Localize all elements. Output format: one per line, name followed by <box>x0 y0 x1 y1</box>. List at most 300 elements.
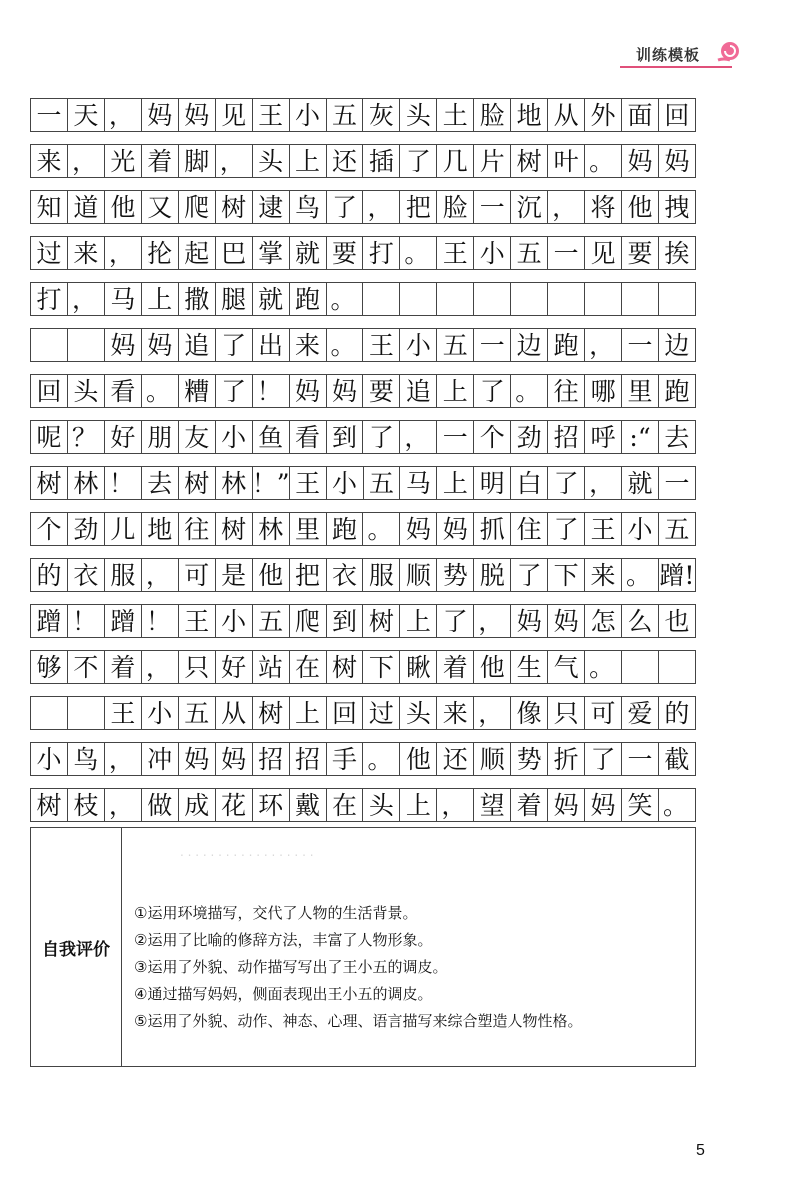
grid-cell: 明 <box>474 467 511 499</box>
self-evaluation-label: 自我评价 <box>31 828 122 1066</box>
grid-cell: 往 <box>548 375 585 407</box>
grid-cell: 蹭 <box>105 605 142 637</box>
self-evaluation-box <box>30 827 696 1067</box>
grid-cell: 几 <box>437 145 474 177</box>
grid-cell: 爬 <box>290 605 327 637</box>
grid-cell: 一 <box>474 329 511 361</box>
grid-cell <box>31 329 68 361</box>
grid-cell: 望 <box>474 789 511 821</box>
grid-cell: 过 <box>31 237 68 269</box>
grid-cell: 来 <box>68 237 105 269</box>
grid-cell: 出 <box>253 329 290 361</box>
grid-cell: 上 <box>290 697 327 729</box>
grid-cell: 招 <box>548 421 585 453</box>
grid-cell <box>659 651 696 683</box>
grid-cell: :“ <box>622 421 659 453</box>
grid-row <box>30 374 696 408</box>
grid-cell: 站 <box>253 651 290 683</box>
grid-cell: 要 <box>327 237 364 269</box>
grid-cell <box>474 283 511 315</box>
grid-cell: 头 <box>400 99 437 131</box>
grid-cell: 蹭! <box>659 560 695 590</box>
grid-cell: 树 <box>216 191 253 223</box>
grid-cell: 一 <box>622 329 659 361</box>
grid-cell: 了 <box>216 329 253 361</box>
grid-cell: 成 <box>179 789 216 821</box>
grid-cell: 林 <box>216 467 253 499</box>
grid-cell: 脚 <box>179 145 216 177</box>
grid-cell: 五 <box>511 237 548 269</box>
grid-cell: 妈 <box>511 605 548 637</box>
grid-cell: 腿 <box>216 283 253 315</box>
grid-cell: 妈 <box>437 513 474 545</box>
grid-cell: 。 <box>585 145 622 177</box>
grid-cell: 了 <box>363 421 400 453</box>
grid-cell: 看 <box>105 375 142 407</box>
grid-cell: 还 <box>437 743 474 775</box>
grid-cell: 妈 <box>290 375 327 407</box>
grid-cell: 王 <box>253 99 290 131</box>
grid-cell: 来 <box>290 329 327 361</box>
grid-cell: 冲 <box>142 743 179 775</box>
grid-cell: 又 <box>142 191 179 223</box>
grid-cell: 蹭 <box>31 605 68 637</box>
grid-cell: 小 <box>216 421 253 453</box>
grid-cell: 妈 <box>400 513 437 545</box>
grid-cell: 衣 <box>327 559 364 591</box>
grid-cell: 。 <box>622 559 659 591</box>
grid-cell: ！ <box>68 605 105 637</box>
grid-row <box>30 696 696 730</box>
grid-cell: 树 <box>31 789 68 821</box>
grid-cell: 哪 <box>585 375 622 407</box>
grid-cell: 。 <box>363 513 400 545</box>
grid-cell: 追 <box>179 329 216 361</box>
grid-cell: ？ <box>68 421 105 453</box>
grid-cell: ， <box>585 467 622 499</box>
grid-cell: ， <box>142 651 179 683</box>
grid-cell: 起 <box>179 237 216 269</box>
grid-cell: 从 <box>548 99 585 131</box>
grid-cell: 呢 <box>31 421 68 453</box>
grid-cell: 见 <box>585 237 622 269</box>
grid-cell: 他 <box>105 191 142 223</box>
grid-cell: 面 <box>622 99 659 131</box>
grid-cell: 树 <box>253 697 290 729</box>
grid-cell: 了 <box>585 743 622 775</box>
grid-cell: 头 <box>400 697 437 729</box>
grid-cell: 五 <box>659 513 696 545</box>
grid-cell: 挨 <box>659 237 696 269</box>
grid-cell: 呼 <box>585 421 622 453</box>
grid-cell: 生 <box>511 651 548 683</box>
evaluation-item: ⑤运用了外貌、动作、神态、心理、语言描写来综合塑造人物性格。 <box>134 1012 583 1030</box>
grid-cell: 树 <box>31 467 68 499</box>
grid-cell: 可 <box>179 559 216 591</box>
grid-cell: 花 <box>216 789 253 821</box>
grid-cell: 里 <box>622 375 659 407</box>
grid-cell: 树 <box>363 605 400 637</box>
grid-cell: 就 <box>622 467 659 499</box>
grid-row <box>30 144 696 178</box>
grid-cell: 了 <box>511 559 548 591</box>
grid-cell: 了 <box>474 375 511 407</box>
grid-cell: 跑 <box>327 513 364 545</box>
grid-cell: 。 <box>659 789 696 821</box>
section-title: 训练模板 <box>636 46 701 64</box>
grid-cell: 他 <box>474 651 511 683</box>
grid-cell: 妈 <box>105 329 142 361</box>
grid-cell: 插 <box>363 145 400 177</box>
grid-row <box>30 328 696 362</box>
grid-cell: 。 <box>511 375 548 407</box>
grid-cell: 瞅 <box>400 651 437 683</box>
grid-cell: 光 <box>105 145 142 177</box>
grid-cell: 鱼 <box>253 421 290 453</box>
grid-cell: 地 <box>142 513 179 545</box>
grid-cell: 。 <box>585 651 622 683</box>
grid-row <box>30 236 696 270</box>
grid-row <box>30 604 696 638</box>
grid-cell: 妈 <box>585 789 622 821</box>
grid-cell: 住 <box>511 513 548 545</box>
grid-cell: 小 <box>290 99 327 131</box>
grid-cell: 王 <box>363 329 400 361</box>
grid-cell: 怎 <box>585 605 622 637</box>
grid-cell: 头 <box>363 789 400 821</box>
grid-cell: 还 <box>327 145 364 177</box>
grid-cell: 跑 <box>659 375 696 407</box>
grid-cell: 去 <box>142 467 179 499</box>
grid-cell: 下 <box>548 559 585 591</box>
grid-cell: 环 <box>253 789 290 821</box>
grid-cell: 在 <box>290 651 327 683</box>
grid-cell: 。 <box>400 237 437 269</box>
grid-cell: 边 <box>511 329 548 361</box>
grid-cell <box>585 283 622 315</box>
grid-row <box>30 512 696 546</box>
grid-cell: 气 <box>548 651 585 683</box>
grid-cell: 鸟 <box>290 191 327 223</box>
grid-row <box>30 466 696 500</box>
grid-cell: ， <box>105 743 142 775</box>
grid-cell: ， <box>105 99 142 131</box>
grid-cell: 小 <box>216 605 253 637</box>
section-header <box>620 30 770 70</box>
grid-cell: 。 <box>363 743 400 775</box>
grid-cell: 到 <box>327 605 364 637</box>
grid-cell: 是 <box>216 559 253 591</box>
grid-cell <box>363 283 400 315</box>
evaluation-item: ②运用了比喻的修辞方法，丰富了人物形象。 <box>134 931 433 949</box>
grid-cell: 。 <box>327 283 364 315</box>
grid-cell: 从 <box>216 697 253 729</box>
grid-cell: 服 <box>105 559 142 591</box>
grid-cell: 脱 <box>474 559 511 591</box>
grid-cell: 一 <box>622 743 659 775</box>
grid-cell <box>548 283 585 315</box>
grid-cell: 撒 <box>179 283 216 315</box>
grid-cell: 只 <box>548 697 585 729</box>
grid-cell: 好 <box>216 651 253 683</box>
grid-cell: 到 <box>327 421 364 453</box>
grid-cell: 妈 <box>659 145 696 177</box>
grid-cell: 么 <box>622 605 659 637</box>
grid-cell: 马 <box>400 467 437 499</box>
grid-cell: ， <box>68 283 105 315</box>
grid-cell: 五 <box>364 467 401 499</box>
grid-cell: 来 <box>31 145 68 177</box>
grid-cell: 回 <box>31 375 68 407</box>
grid-cell: ！ <box>253 375 290 407</box>
grid-cell: 顺 <box>400 559 437 591</box>
grid-cell: 知 <box>31 191 68 223</box>
grid-cell: 着 <box>105 651 142 683</box>
grid-cell: 的 <box>31 559 68 591</box>
grid-cell: 的 <box>659 697 696 729</box>
grid-cell: 回 <box>659 99 696 131</box>
page-number: 5 <box>696 1142 705 1159</box>
grid-cell: 顺 <box>474 743 511 775</box>
grid-cell: 只 <box>179 651 216 683</box>
grid-cell: ， <box>216 145 253 177</box>
grid-cell: 上 <box>437 375 474 407</box>
grid-cell: 拽 <box>659 191 696 223</box>
grid-cell: 糟 <box>179 375 216 407</box>
grid-cell: 小 <box>622 513 659 545</box>
grid-cell: 上 <box>400 605 437 637</box>
grid-cell: ， <box>474 605 511 637</box>
grid-cell: 头 <box>68 375 105 407</box>
grid-cell: 个 <box>474 421 511 453</box>
grid-cell: 儿 <box>105 513 142 545</box>
grid-cell: 往 <box>179 513 216 545</box>
grid-cell: 脸 <box>474 99 511 131</box>
grid-row <box>30 742 696 776</box>
grid-cell: 将 <box>585 191 622 223</box>
grid-cell: 劲 <box>511 421 548 453</box>
grid-cell: 小 <box>474 237 511 269</box>
grid-cell: 抓 <box>474 513 511 545</box>
grid-cell: 跑 <box>548 329 585 361</box>
grid-cell: 了 <box>437 605 474 637</box>
grid-cell: 一 <box>31 99 68 131</box>
grid-cell: 沉 <box>511 191 548 223</box>
grid-cell: 了 <box>216 375 253 407</box>
grid-cell: 衣 <box>68 559 105 591</box>
grid-cell: 手 <box>327 743 364 775</box>
grid-cell: 来 <box>585 559 622 591</box>
grid-cell: 。 <box>142 375 179 407</box>
grid-cell: 五 <box>437 329 474 361</box>
grid-cell: 妈 <box>548 789 585 821</box>
grid-cell <box>437 283 474 315</box>
grid-cell: ， <box>548 191 585 223</box>
grid-cell: 招 <box>253 743 290 775</box>
evaluation-item: ③运用了外貌、动作描写写出了王小五的调皮。 <box>134 958 448 976</box>
grid-cell: ！” <box>251 468 290 498</box>
grid-cell: 一 <box>437 421 474 453</box>
grid-cell: 来 <box>437 697 474 729</box>
grid-cell: 抡 <box>142 237 179 269</box>
evaluation-item: ①运用环境描写，交代了人物的生活背景。 <box>134 904 418 922</box>
grid-row <box>30 650 696 684</box>
grid-cell: 一 <box>548 237 585 269</box>
self-evaluation-list <box>122 828 582 1066</box>
grid-cell: ， <box>437 789 474 821</box>
grid-cell <box>622 651 659 683</box>
grid-cell: 够 <box>31 651 68 683</box>
grid-cell: 跑 <box>290 283 327 315</box>
grid-cell: 了 <box>548 513 585 545</box>
grid-cell: 王 <box>290 467 327 499</box>
grid-cell: 做 <box>142 789 179 821</box>
grid-cell: 打 <box>363 237 400 269</box>
grid-cell: 土 <box>437 99 474 131</box>
grid-cell: 上 <box>142 283 179 315</box>
grid-cell: 天 <box>68 99 105 131</box>
grid-cell: 树 <box>216 513 253 545</box>
grid-cell: 不 <box>68 651 105 683</box>
grid-cell: 着 <box>437 651 474 683</box>
grid-cell: 脸 <box>437 191 474 223</box>
grid-cell: 招 <box>290 743 327 775</box>
grid-cell: 树 <box>179 467 216 499</box>
grid-cell <box>400 283 437 315</box>
grid-cell: 了 <box>548 467 585 499</box>
grid-cell: 笑 <box>622 789 659 821</box>
grid-cell <box>622 283 659 315</box>
grid-cell: ， <box>363 191 400 223</box>
grid-cell: 里 <box>290 513 327 545</box>
grid-cell: 下 <box>363 651 400 683</box>
grid-cell: ！ <box>105 467 142 499</box>
grid-cell: 白 <box>511 467 548 499</box>
grid-cell: 了 <box>327 191 364 223</box>
grid-cell: 五 <box>179 697 216 729</box>
grid-cell: 道 <box>68 191 105 223</box>
grid-cell: ， <box>400 421 437 453</box>
grid-cell: 马 <box>105 283 142 315</box>
writing-grid <box>30 98 696 834</box>
grid-cell: 他 <box>622 191 659 223</box>
header-underline <box>620 66 732 68</box>
grid-cell: 劲 <box>68 513 105 545</box>
grid-cell: 把 <box>400 191 437 223</box>
grid-cell: 好 <box>105 421 142 453</box>
grid-cell: 爱 <box>622 697 659 729</box>
grid-row <box>30 282 696 316</box>
grid-cell: 妈 <box>179 743 216 775</box>
grid-cell: 上 <box>400 789 437 821</box>
grid-cell: 了 <box>400 145 437 177</box>
grid-cell: 见 <box>216 99 253 131</box>
grid-cell <box>511 283 548 315</box>
grid-cell: 树 <box>327 651 364 683</box>
grid-cell: 妈 <box>179 99 216 131</box>
grid-cell: 鸟 <box>68 743 105 775</box>
grid-cell: 逮 <box>253 191 290 223</box>
grid-cell: 爬 <box>179 191 216 223</box>
grid-cell: 地 <box>511 99 548 131</box>
evaluation-item: ④通过描写妈妈，侧面表现出王小五的调皮。 <box>134 985 433 1003</box>
grid-cell: 王 <box>437 237 474 269</box>
grid-cell: 小 <box>400 329 437 361</box>
grid-cell: 枝 <box>68 789 105 821</box>
grid-cell: 一 <box>474 191 511 223</box>
grid-cell: 树 <box>511 145 548 177</box>
snail-icon <box>716 38 742 64</box>
grid-cell: 把 <box>290 559 327 591</box>
grid-cell: 王 <box>105 697 142 729</box>
grid-cell: 像 <box>511 697 548 729</box>
grid-cell: 着 <box>142 145 179 177</box>
grid-cell: 妈 <box>327 375 364 407</box>
grid-cell: ， <box>68 145 105 177</box>
grid-row <box>30 190 696 224</box>
grid-cell: 截 <box>659 743 696 775</box>
grid-cell: 个 <box>31 513 68 545</box>
grid-cell: 要 <box>363 375 400 407</box>
grid-cell: 小 <box>142 697 179 729</box>
grid-cell: 边 <box>659 329 696 361</box>
grid-cell: ， <box>105 789 142 821</box>
grid-row <box>30 420 696 454</box>
grid-cell: 戴 <box>290 789 327 821</box>
grid-cell: 王 <box>585 513 622 545</box>
grid-cell <box>68 697 105 729</box>
grid-cell: ， <box>585 329 622 361</box>
grid-cell: 折 <box>548 743 585 775</box>
grid-cell: 掌 <box>253 237 290 269</box>
grid-cell: 势 <box>437 559 474 591</box>
grid-cell: 妈 <box>142 329 179 361</box>
grid-cell: 在 <box>327 789 364 821</box>
grid-cell: 上 <box>290 145 327 177</box>
grid-cell: 小 <box>327 467 364 499</box>
grid-row <box>30 98 696 132</box>
grid-cell: 过 <box>363 697 400 729</box>
grid-cell: 就 <box>253 283 290 315</box>
grid-cell: 五 <box>253 605 290 637</box>
grid-cell: 可 <box>585 697 622 729</box>
grid-cell <box>68 329 105 361</box>
grid-cell: 打 <box>31 283 68 315</box>
grid-cell: 追 <box>400 375 437 407</box>
grid-cell: 片 <box>474 145 511 177</box>
grid-cell: 妈 <box>216 743 253 775</box>
grid-cell: 小 <box>31 743 68 775</box>
show-through-text: . . . . . . . . . . . . . . . . . . <box>180 845 314 859</box>
grid-cell: 王 <box>179 605 216 637</box>
grid-cell: 头 <box>253 145 290 177</box>
grid-cell: ， <box>474 697 511 729</box>
grid-cell: 外 <box>585 99 622 131</box>
grid-cell: 妈 <box>548 605 585 637</box>
grid-cell: 去 <box>659 421 696 453</box>
grid-cell: 妈 <box>622 145 659 177</box>
grid-cell: ， <box>105 237 142 269</box>
grid-cell: 林 <box>253 513 290 545</box>
grid-cell: 回 <box>327 697 364 729</box>
grid-cell: 就 <box>290 237 327 269</box>
grid-cell: 着 <box>511 789 548 821</box>
grid-cell: 也 <box>659 605 696 637</box>
grid-cell: 他 <box>253 559 290 591</box>
grid-row <box>30 788 696 822</box>
grid-cell: 朋 <box>142 421 179 453</box>
grid-cell: 一 <box>659 467 696 499</box>
